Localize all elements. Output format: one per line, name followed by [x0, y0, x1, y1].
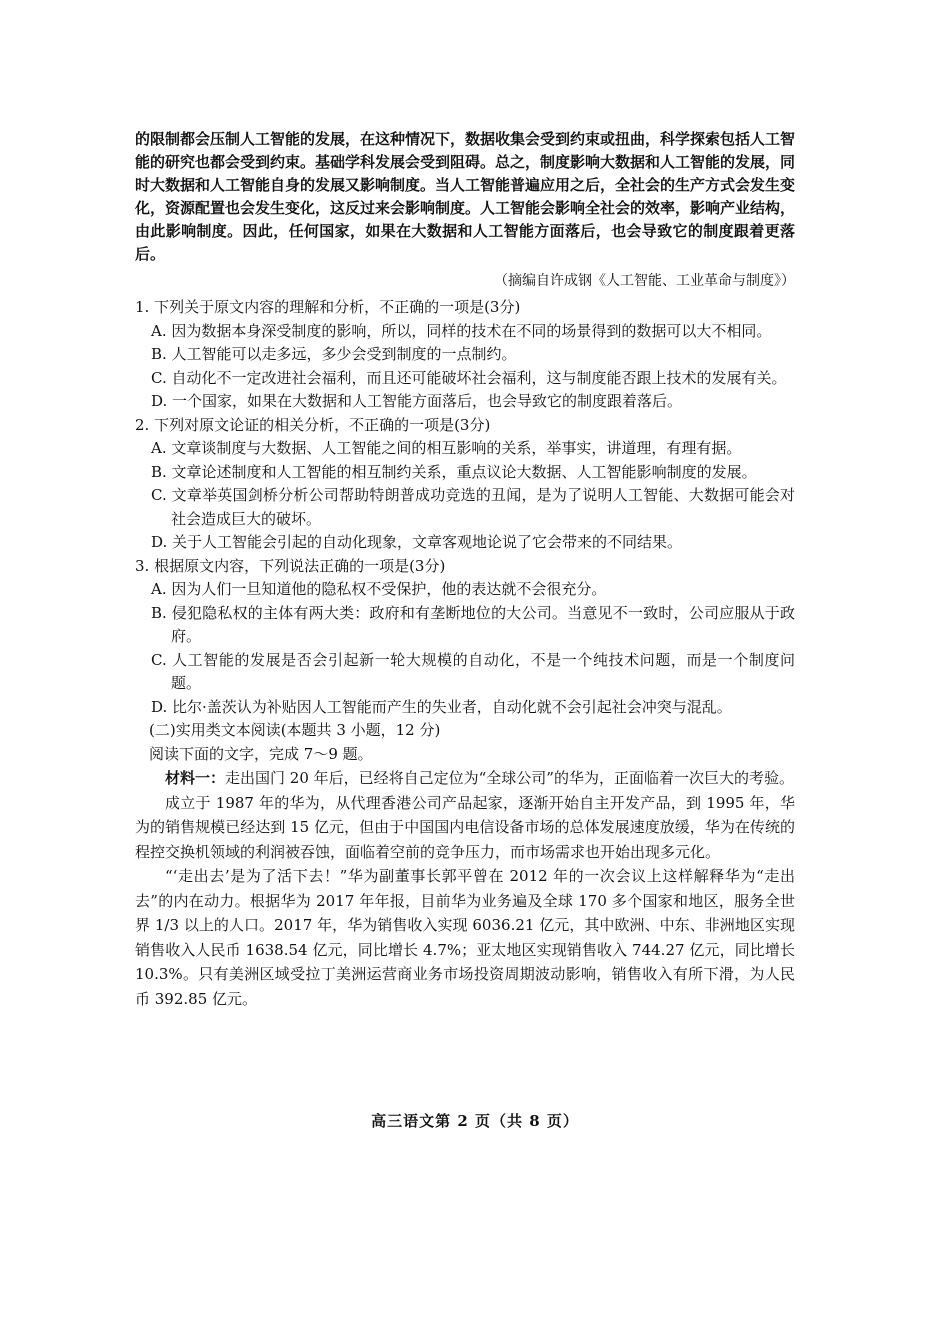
- page-footer: 高三语文第 2 页（共 8 页）: [371, 1112, 579, 1130]
- material-paragraph-3: “‘走出去’是为了活下去！”华为副董事长郭平曾在 2012 年的一次会议上这样解释华为“走出去”的内在动力。根据华为 2017 年年报，目前华为业务遍及全球 170 多个国家和地区，服务全世界 1/3 以上的人口。2017 年，华为销售收入实现 6036.21 亿元，其中欧洲、中东、非洲地区实现销售收入人民币 1638.54 亿元，同比增长 4.7%；亚太地区实现销售收入 744.27 亿元，同比增长 10.3%。只有美洲区域受拉丁美洲运营商业务市场投资周期波动影响，销售收入有所下滑，为人民币 392.85 亿元。: [135, 867, 795, 1008]
- material-paragraph-2: 成立于 1987 年的华为，从代理香港公司产品起家，逐渐开始自主开发产品，到 1995 年，华为的销售规模已经达到 15 亿元，但由于中国国内电信设备市场的总体发展速度放缓，华为在传统的程控交换机领域的利润被吞蚀，面临着空前的竞争压力，而市场需求也开始出现多元化。: [135, 793, 795, 861]
- question-3: [135, 555, 795, 720]
- section-instruction: 阅读下面的文字，完成 7～9 题。: [149, 744, 373, 763]
- question-2: [135, 414, 795, 555]
- option-a: A. 因为人们一旦知道他的隐私权不受保护，他的表达就不会很充分。: [151, 580, 607, 598]
- question-stem: 3. 根据原文内容，下列说法正确的一项是(3分): [135, 556, 446, 575]
- option-b: B. 人工智能可以走多远，多少会受到制度的一点制约。: [151, 345, 517, 363]
- passage-source: （摘编自许成钢《人工智能、工业革命与制度》）: [494, 273, 795, 289]
- option-b: B. 文章论述制度和人工智能的相互制约关系，重点议论大数据、人工智能影响制度的发展。: [151, 462, 757, 481]
- question-stem: 1. 下列关于原文内容的理解和分析，不正确的一项是(3分): [135, 298, 521, 316]
- option-c: C. 人工智能的发展是否会引起新一轮大规模的自动化，不是一个纯技术问题，而是一个制度问题。: [151, 650, 795, 692]
- option-d: D. 比尔·盖茨认为补贴因人工智能而产生的失业者，自动化就不会引起社会冲突与混乱。: [151, 697, 732, 716]
- option-a: A. 因为数据本身深受制度的影响，所以，同样的技术在不同的场景得到的数据可以大不相同。: [151, 321, 772, 340]
- material-paragraph-1: [135, 766, 795, 791]
- material-label: 材料一：: [165, 769, 226, 787]
- option-c: C. 自动化不一定改进社会福利，而且还可能破坏社会福利，这与制度能否跟上技术的发展有关。: [151, 368, 787, 387]
- option-b: B. 侵犯隐私权的主体有两大类：政府和有垄断地位的大公司。当意见不一致时，公司应服从于政府。: [151, 603, 795, 645]
- option-a: A. 文章谈制度与大数据、人工智能之间的相互影响的关系，举事实，讲道理，有理有据。: [151, 439, 742, 457]
- option-d: D. 一个国家，如果在大数据和人工智能方面落后，也会导致它的制度跟着落后。: [151, 392, 683, 410]
- option-c: C. 文章举英国剑桥分析公司帮助特朗普成功竞选的丑闻，是为了说明人工智能、大数据可能会对社会造成巨大的破坏。: [151, 486, 795, 528]
- page-content: [135, 128, 795, 1011]
- passage-text: 的限制都会压制人工智能的发展，在这种情况下，数据收集会受到约束或扭曲，科学探索包括人工智能的研究也都会受到约束。基础学科发展会受到阻碍。总之，制度影响大数据和人工智能的发展，同时大数据和人工智能自身的发展又影响制度。当人工智能普遍应用之后，全社会的生产方式会发生变化，资源配置也会发生变化，这反过来会影响制度。人工智能会影响全社会的效率，影响产业结构，由此影响制度。因此，任何国家，如果在大数据和人工智能方面落后，也会导致它的制度跟着更落后。: [135, 130, 796, 263]
- material-paragraph-1-text: 走出国门 20 年后，已经将自己定位为“全球公司”的华为，正面临着一次巨大的考验。: [225, 769, 794, 787]
- question-1: [135, 296, 795, 414]
- question-stem: 2. 下列对原文论证的相关分析，不正确的一项是(3分): [135, 415, 491, 434]
- section-title: (二)实用类文本阅读(本题共 3 小题，12 分): [149, 721, 441, 739]
- option-d: D. 关于人工智能会引起的自动化现象，文章客观地论说了它会带来的不同结果。: [151, 533, 683, 551]
